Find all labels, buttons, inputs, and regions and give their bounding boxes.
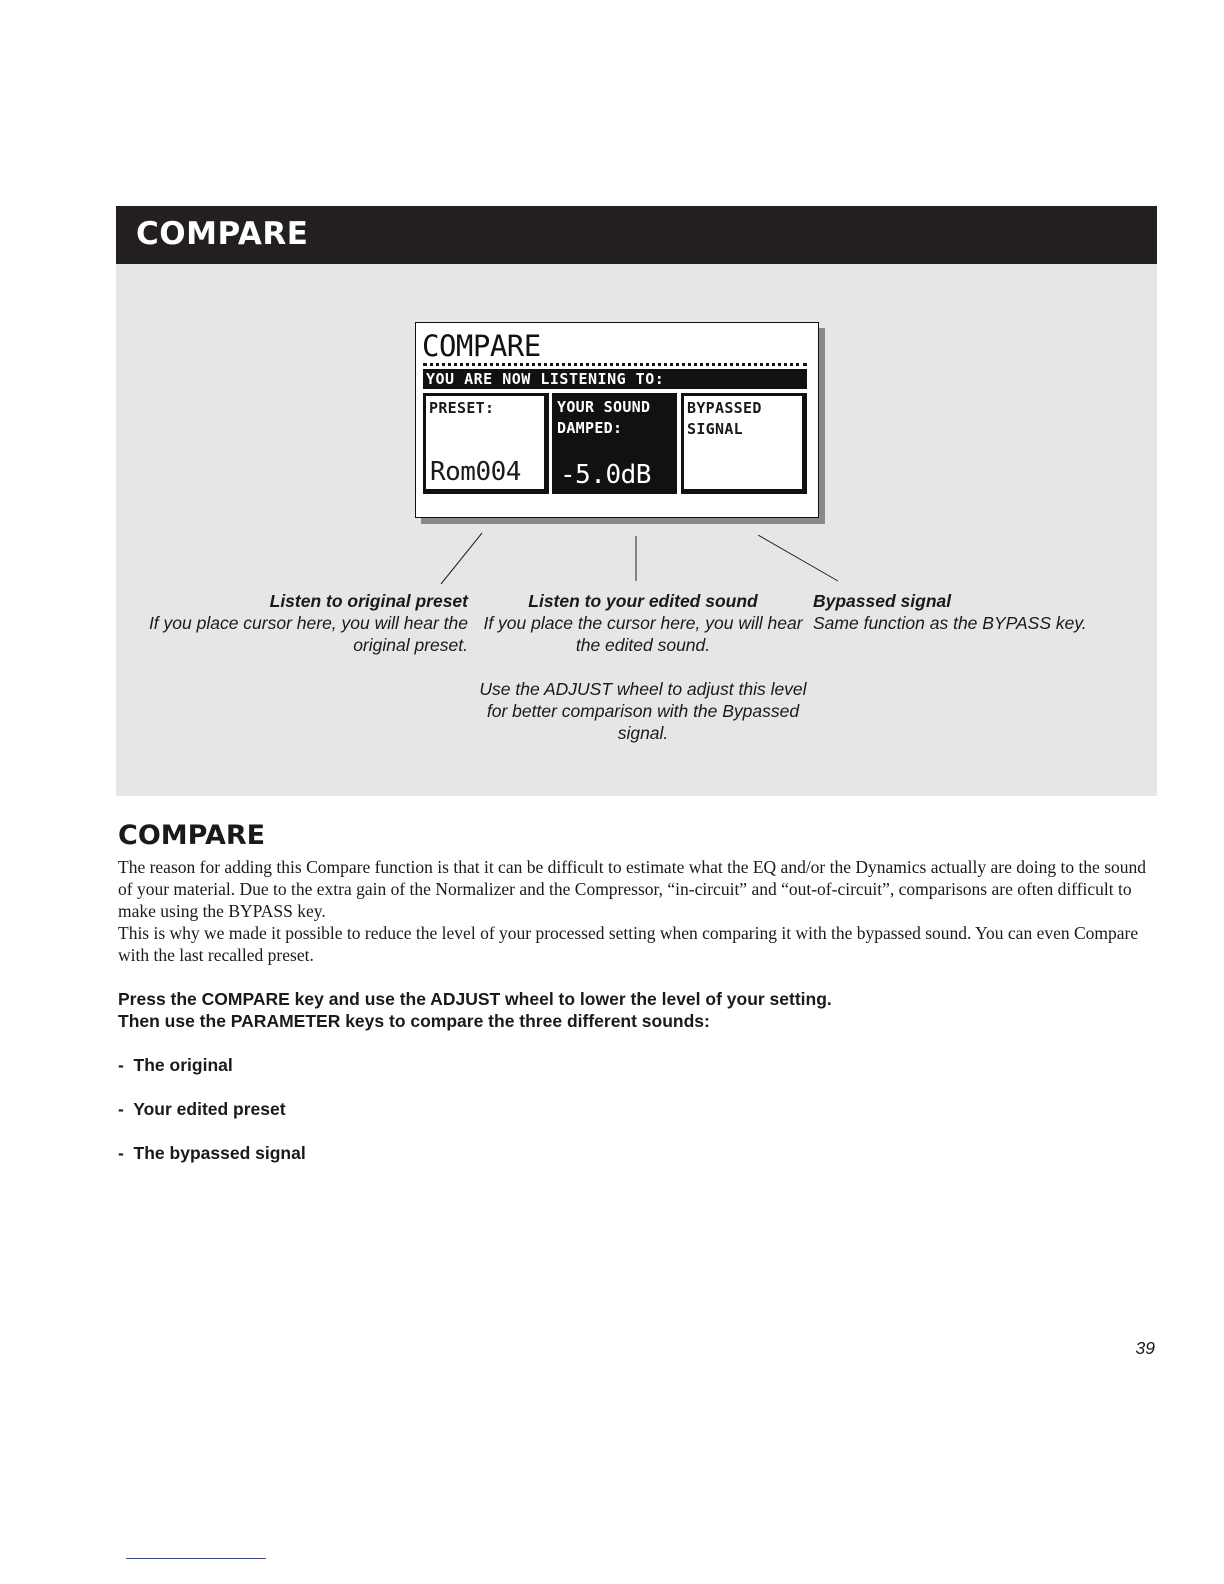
- caption-bypassed-title: Bypassed signal: [813, 591, 952, 611]
- caption-original-preset: [140, 590, 468, 656]
- lcd-damped-value: -5.0dB: [560, 460, 651, 490]
- lcd-preset-label: PRESET:: [429, 399, 495, 417]
- caption-edited-title: Listen to your edited sound: [528, 591, 758, 611]
- body-paragraph-2: This is why we made it possible to reduce the level of your processed setting when comparing it with the bypassed sound. You can even Compare with the last recalled preset.: [118, 923, 1139, 965]
- footer-rule: [126, 1558, 266, 1559]
- instruction-line-1: Press the COMPARE key and use the ADJUST wheel to lower the level of your setting.: [118, 989, 832, 1009]
- caption-edited-sound: [478, 590, 808, 744]
- leader-line-right: [758, 535, 838, 581]
- page-title: COMPARE: [136, 216, 309, 252]
- caption-edited-text: If you place the cursor here, you will hear the edited sound.: [483, 613, 803, 655]
- lcd-title: COMPARE: [422, 329, 541, 363]
- lcd-damped-label: YOUR SOUND DAMPED:: [557, 398, 651, 437]
- caption-edited-extra: Use the ADJUST wheel to adjust this level for better comparison with the Bypassed signal.: [479, 679, 807, 743]
- leader-line-left: [441, 533, 482, 584]
- lcd-listening-banner: YOU ARE NOW LISTENING TO:: [423, 369, 807, 389]
- body-paragraph-1: The reason for adding this Compare function is that it can be difficult to estimate what the EQ and/or the Dynamics actually are doing to the sound of your material. Due to the extra gain of the Normalizer and the Compressor, “in-circuit” and “out-of-circuit”, comparisons are often difficult to make using the BYPASS key.: [118, 857, 1147, 921]
- bullet-original: - The original: [118, 1055, 233, 1075]
- lcd-bypassed-label: BYPASSED SIGNAL: [687, 399, 762, 438]
- section-title: COMPARE: [118, 820, 266, 851]
- page-number: 39: [1135, 1338, 1155, 1358]
- caption-original-title: Listen to original preset: [269, 591, 468, 611]
- caption-bypassed-signal: [813, 590, 1153, 634]
- lcd-preset-value: Rom004: [430, 457, 521, 487]
- bullet-edited-preset: - Your edited preset: [118, 1099, 286, 1119]
- caption-original-text: If you place cursor here, you will hear the original preset.: [148, 613, 468, 655]
- caption-bypassed-text: Same function as the BYPASS key.: [813, 613, 1087, 633]
- instruction-line-2: Then use the PARAMETER keys to compare the three different sounds:: [118, 1011, 710, 1031]
- bullet-bypassed-signal: - The bypassed signal: [118, 1143, 306, 1163]
